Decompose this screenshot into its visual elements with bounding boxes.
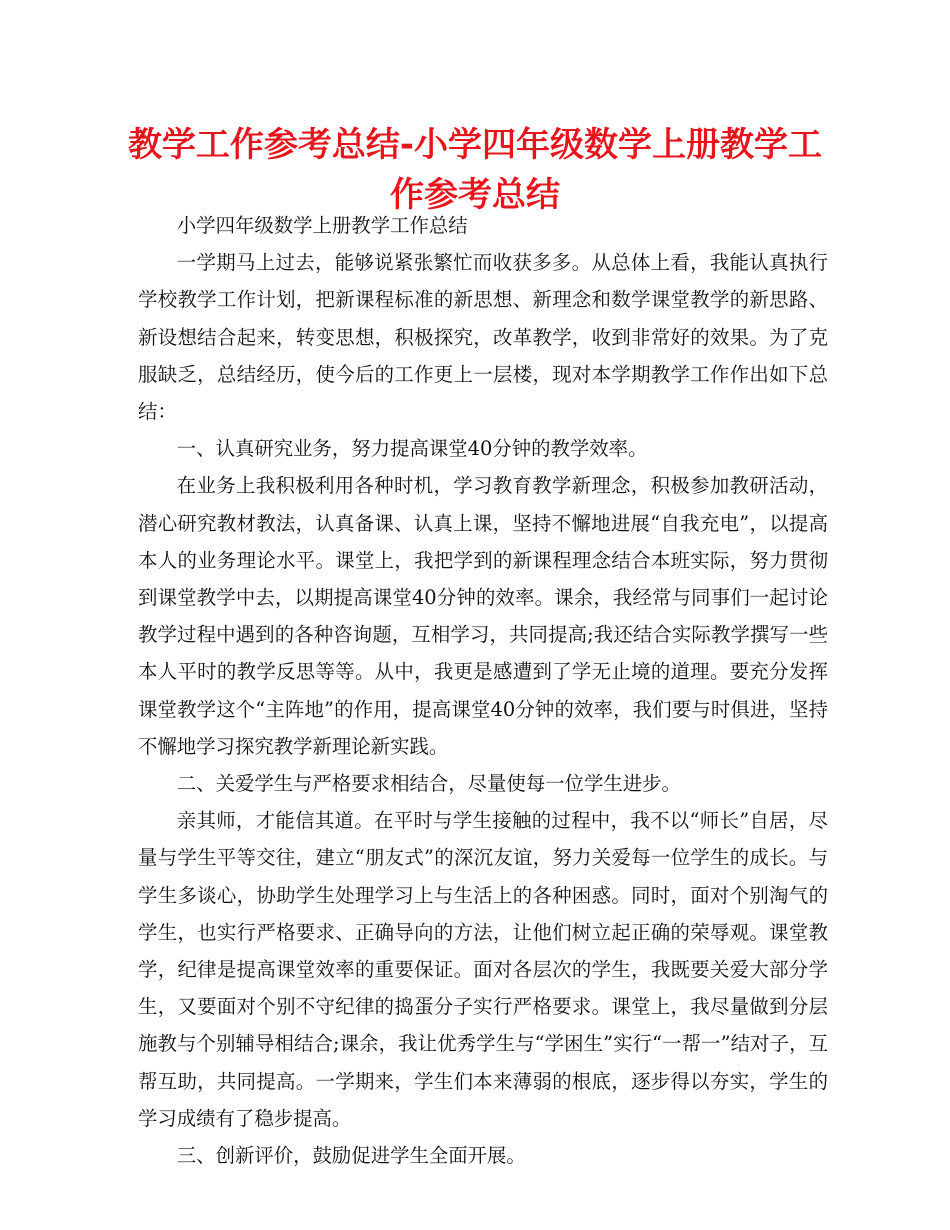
section-heading-3: 三、创新评价，鼓励促进学生全面开展。 [176, 1144, 526, 1168]
document-body [138, 207, 828, 1174]
subtitle-paragraph: 小学四年级数学上册教学工作总结 [176, 214, 468, 237]
document-title: 教学工作参考总结-小学四年级数学上册教学工作参考总结 [127, 125, 823, 215]
section-1-paragraph: 在业务上我积极利用各种时机，学习教育教学新理念，积极参加教研活动，潜心研究教材教法，认真备课、认真上课，坚持不懈地进展“自我充电”，以提高本人的业务理论水平。课堂上，我把学到的新课程理念结合本班实际，努力贯彻到课堂教学中去，以期提高课堂40分钟的效率。课余，我经常与同事们一起讨论教学过程中遇到的各种咨询题，互相学习，共同提高;我还结合实际教学撰写一些本人平时的教学反思等等。从中，我更是感遭到了学无止境的道理。要充分发挥课堂教学这个“主阵地”的作用，提高课堂40分钟的效率，我们要与时俱进，坚持不懈地学习探究教学新理论新实践。 [138, 474, 828, 758]
intro-paragraph: 一学期马上过去，能够说紧张繁忙而收获多多。从总体上看，我能认真执行学校教学工作计划，把新课程标准的新思想、新理念和数学课堂教学的新思路、新设想结合起来，转变思想，积极探究，改革教学，收到非常好的效果。为了克服缺乏，总结经历，使今后的工作更上一层楼，现对本学期教学工作作出如下总结： [138, 251, 828, 424]
section-heading-1: 一、认真研究业务，努力提高课堂40分钟的教学效率。 [176, 437, 648, 461]
section-heading-2: 二、关爱学生与严格要求相结合，尽量使每一位学生进步。 [176, 772, 681, 796]
section-2-paragraph: 亲其师，才能信其道。在平时与学生接触的过程中，我不以“师长”自居，尽量与学生平等交往，建立“朋友式”的深沉友谊，努力关爱每一位学生的成长。与学生多谈心，协助学生处理学习上与生活上的各种困惑。同时，面对个别淘气的学生，也实行严格要求、正确导向的方法，让他们树立起正确的荣辱观。课堂教学，纪律是提高课堂效率的重要保证。面对各层次的学生，我既要关爱大部分学生，又要面对个别不守纪律的捣蛋分子实行严格要求。课堂上，我尽量做到分层施教与个别辅导相结合;课余，我让优秀学生与“学困生”实行“一帮一”结对子，互帮互助，共同提高。一学期来，学生们本来薄弱的根底，逐步得以夯实，学生的学习成绩有了稳步提高。 [138, 809, 828, 1130]
